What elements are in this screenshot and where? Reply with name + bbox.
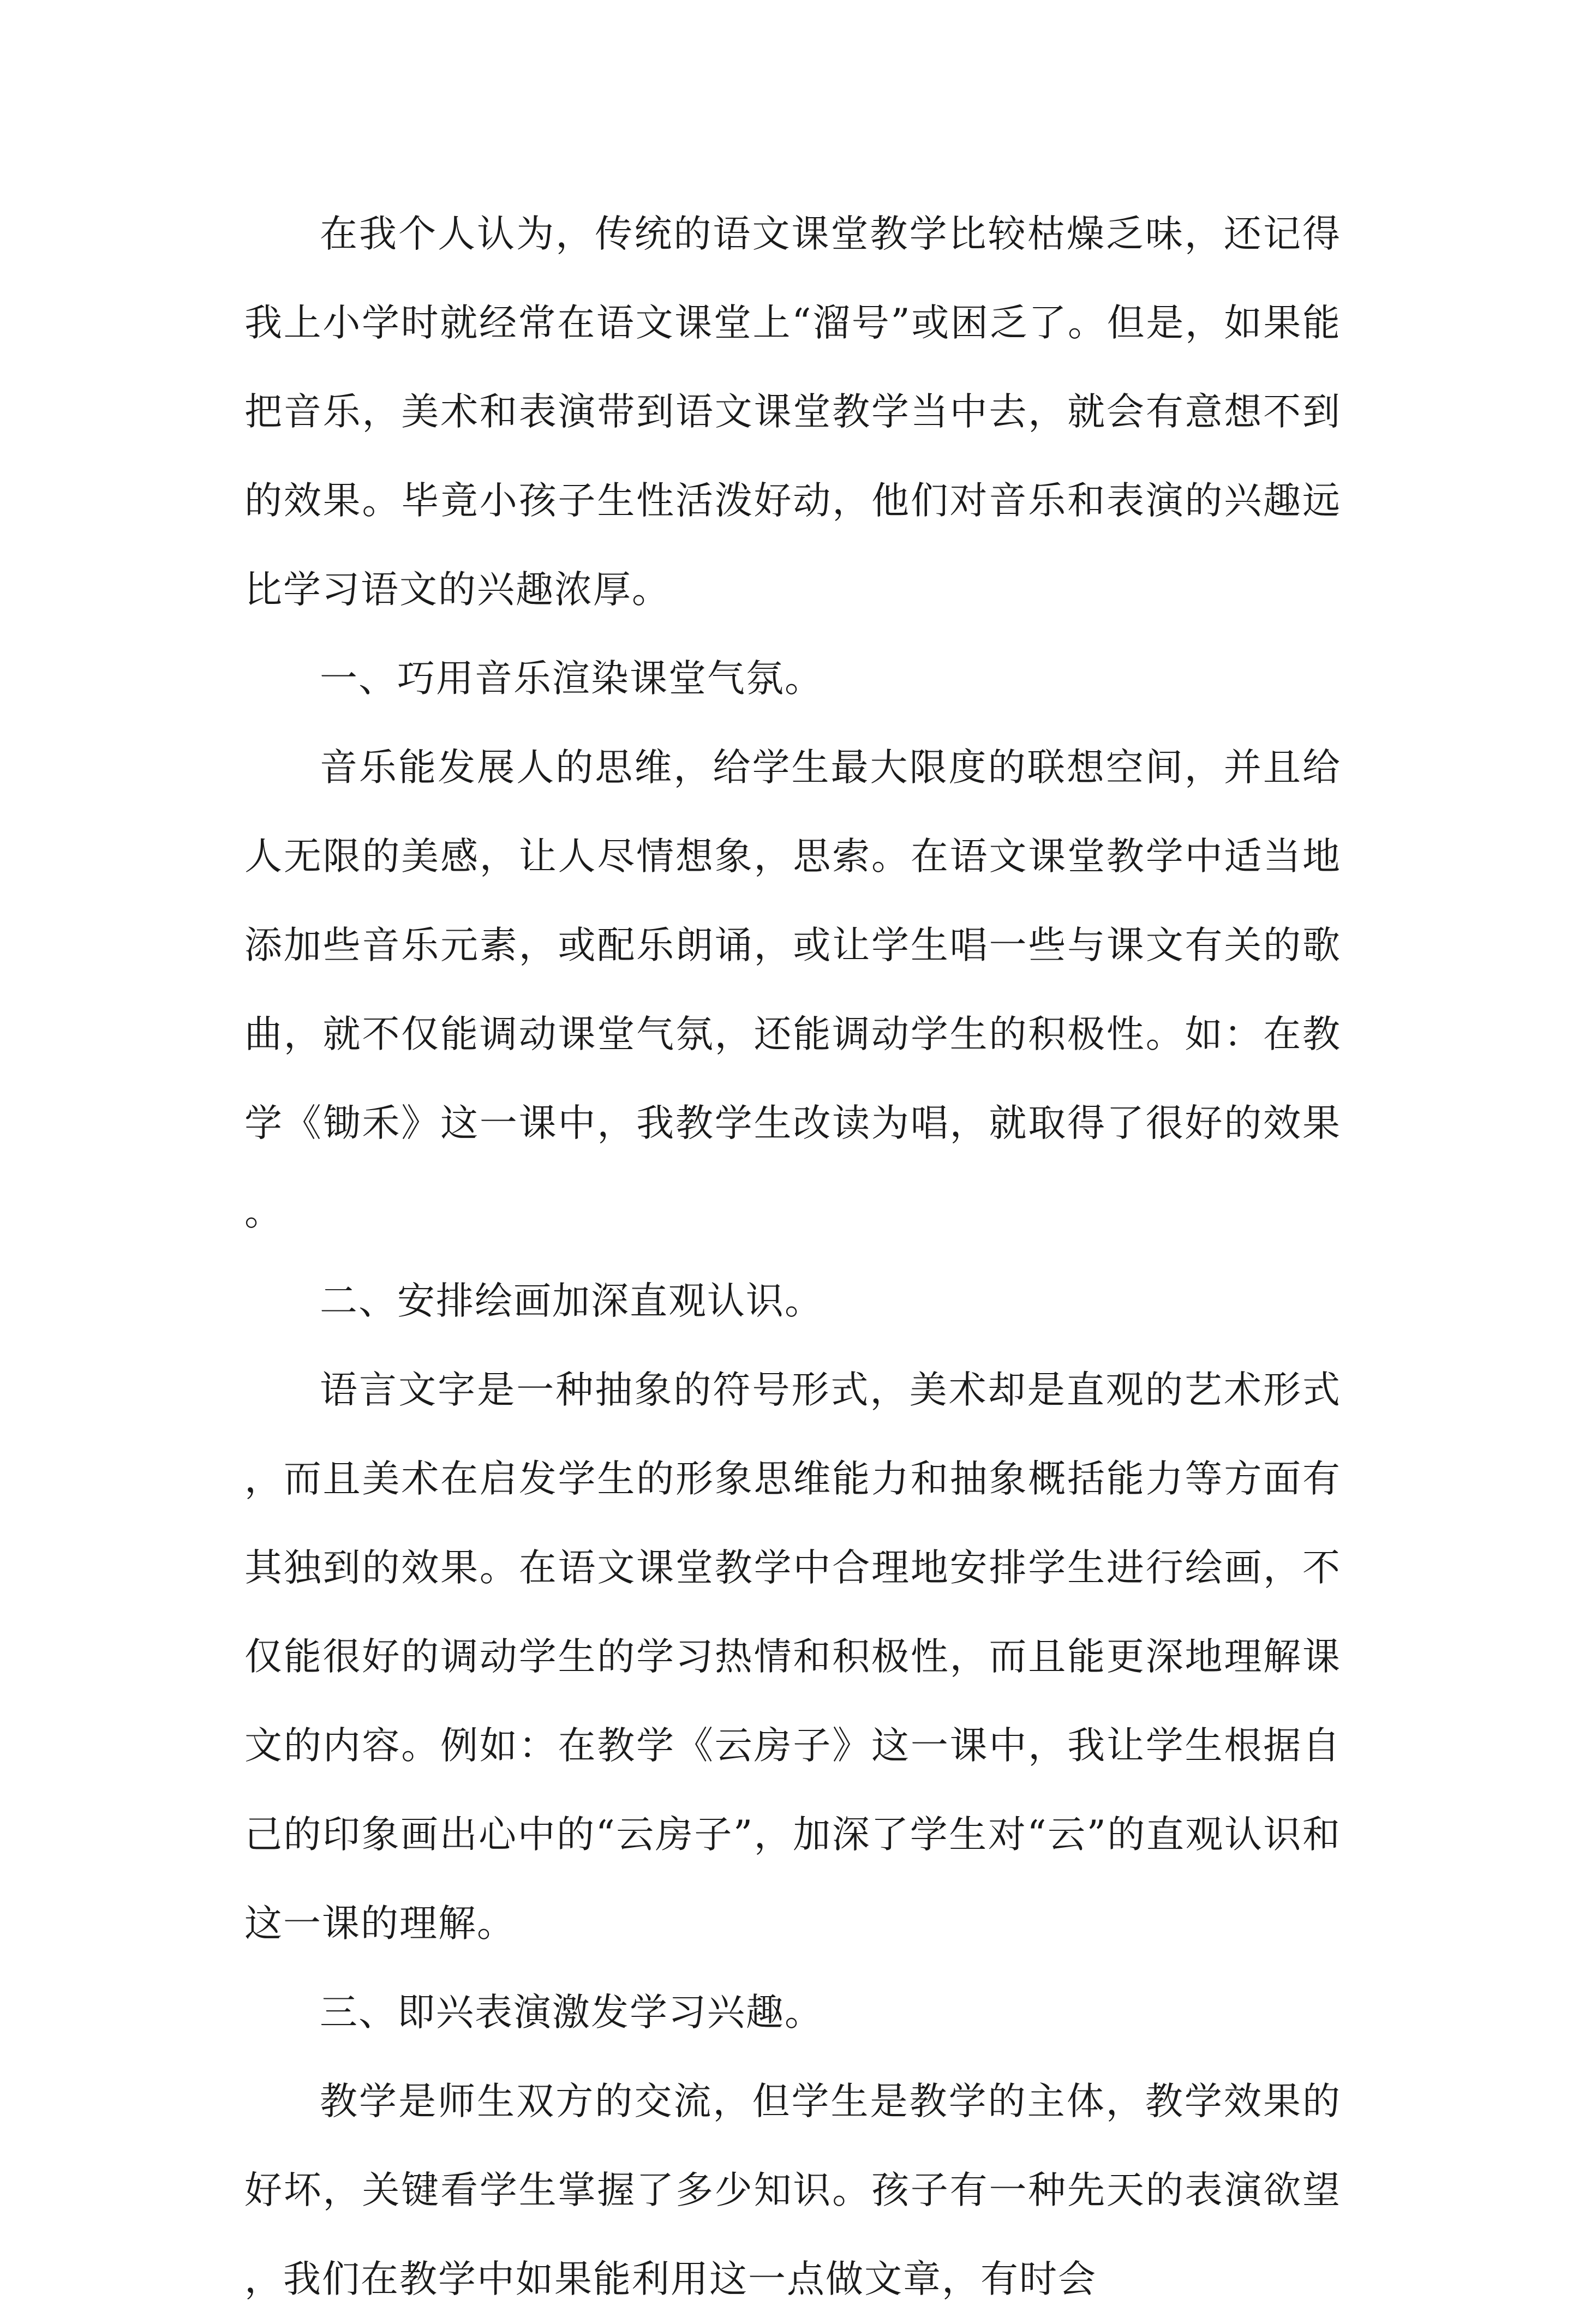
document-body xyxy=(244,190,1341,2324)
paragraph-drawing: 语言文字是一种抽象的符号形式，美术却是直观的艺术形式，而且美术在启发学生的形象思维能力和抽象概括能力等方面有其独到的效果。在语文课堂教学中合理地安排学生进行绘画，不仅能很好的调动学生的学习热情和积极性，而且能更深地理解课文的内容。例如：在教学《云房子》这一课中，我让学生根据自己的印象画出心中的“云房子”，加深了学生对“云”的直观认识和这一课的理解。 xyxy=(244,1368,1341,1945)
section-heading-performance: 三、即兴表演激发学习兴趣。 xyxy=(320,1991,823,2034)
paragraph-intro: 在我个人认为，传统的语文课堂教学比较枯燥乏味，还记得我上小学时就经常在语文课堂上“溜号”或困乏了。但是，如果能把音乐，美术和表演带到语文课堂教学当中去，就会有意想不到的效果。毕竟小孩子生性活泼好动，他们对音乐和表演的兴趣远比学习语文的兴趣浓厚。 xyxy=(244,212,1341,612)
section-heading-drawing: 二、安排绘画加深直观认识。 xyxy=(320,1279,823,1323)
paragraph-music: 音乐能发展人的思维，给学生最大限度的联想空间，并且给人无限的美感，让人尽情想象，思索。在语文课堂教学中适当地添加些音乐元素，或配乐朗诵，或让学生唱一些与课文有关的歌曲，就不仅能调动课堂气氛，还能调动学生的积极性。如：在教学《锄禾》这一课中，我教学生改读为唱，就取得了很好的效果。 xyxy=(244,746,1341,1234)
section-heading-music: 一、巧用音乐渲染课堂气氛。 xyxy=(320,657,823,700)
paragraph-performance: 教学是师生双方的交流，但学生是教学的主体，教学效果的好坏，关键看学生掌握了多少知识。孩子有一种先天的表演欲望，我们在教学中如果能利用这一点做文章，有时会 xyxy=(244,2080,1341,2301)
